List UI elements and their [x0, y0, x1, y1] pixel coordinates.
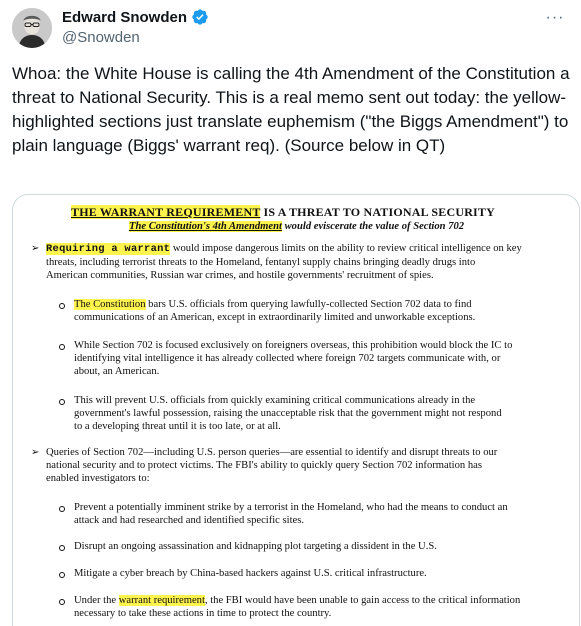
memo-sub-7 — [74, 594, 520, 620]
memo-title — [71, 206, 495, 219]
memo-s3-line1: This will prevent U.S. officials from quickly examining critical communications already in the — [74, 395, 476, 406]
tweet-media-image[interactable] — [12, 194, 580, 626]
memo-s1-line2: communications of an American, except in extraordinarily limited and unworkable exceptions. — [74, 312, 476, 323]
memo-s7-highlight: warrant requirement — [118, 595, 205, 606]
memo-sub-2 — [74, 339, 512, 378]
memo-sub-4 — [74, 501, 508, 527]
memo-p2-line2: national security and to protect victims. The FBI's ability to quickly query Section 702 information has — [46, 460, 482, 471]
avatar[interactable] — [12, 8, 52, 48]
memo-p1-highlight: Requiring a warrant — [46, 243, 171, 255]
memo-sub-3 — [74, 394, 502, 433]
memo-p2-line1: Queries of Section 702—including U.S. person queries—are essential to identify and disrupt threats to our — [46, 447, 498, 458]
verified-badge-icon — [191, 8, 209, 26]
memo-s7-post: , the FBI would have been unable to gain access to the critical information — [204, 595, 521, 606]
memo-subtitle-highlight: The Constitution's 4th Amendment — [129, 221, 282, 232]
user-handle[interactable]: @Snowden — [62, 29, 140, 46]
sub-bullet-icon — [59, 599, 65, 605]
memo-subtitle-rest: would eviscerate the value of Section 702 — [281, 221, 465, 232]
sub-bullet-icon — [59, 545, 65, 551]
arrow-bullet-icon: ➢ — [31, 243, 40, 254]
memo-s4-line1: Prevent a potentially imminent strike by a terrorist in the Homeland, who had the means to conduct an — [74, 502, 508, 513]
memo-s1-line1: bars U.S. officials from querying lawfully-collected Section 702 data to find — [145, 299, 472, 310]
memo-s7-pre: Under the — [74, 595, 119, 606]
sub-bullet-icon — [59, 344, 65, 350]
memo-sub-5 — [74, 540, 437, 553]
memo-paragraph-2 — [46, 446, 497, 485]
more-options-button[interactable] — [543, 8, 567, 28]
memo-title-rest: IS A THREAT TO NATIONAL SECURITY — [260, 205, 495, 219]
memo-subtitle — [129, 220, 464, 233]
memo-s2-line2: identifying vital intelligence it has already collected where foreign 702 targets communicate with, or — [74, 353, 501, 364]
memo-s2-line1: While Section 702 is focused exclusively on foreigners overseas, this prohibition would block the IC to — [74, 340, 513, 351]
more-options-icon: ··· — [545, 9, 565, 26]
memo-document — [13, 195, 579, 626]
sub-bullet-icon — [59, 399, 65, 405]
memo-s2-line3: about, an American. — [74, 366, 160, 377]
display-name[interactable]: Edward Snowden — [62, 8, 188, 26]
memo-sub-1 — [74, 298, 475, 324]
author-name-row[interactable] — [62, 8, 209, 26]
memo-paragraph-1 — [46, 242, 522, 282]
sub-bullet-icon — [59, 506, 65, 512]
memo-s3-line3: to a developing threat until it is too late, or at all. — [74, 421, 281, 432]
memo-title-highlight: THE WARRANT REQUIREMENT — [71, 205, 261, 219]
memo-sub-6 — [74, 567, 427, 580]
memo-p1-line1: would impose dangerous limits on the ability to review critical intelligence on key — [170, 243, 522, 254]
sub-bullet-icon — [59, 572, 65, 578]
memo-s6-line1: Mitigate a cyber breach by China-based hackers against U.S. critical infrastructure. — [74, 568, 427, 579]
tweet-text: Whoa: the White House is calling the 4th Amendment of the Constitution a threat to National Security. This is a real memo sent out today: the yellow-highlighted sections just translate euphemism ("the Biggs Amendment") to plain language (Biggs' warrant req). (Source below in QT) — [12, 64, 570, 155]
memo-p1-line3: American communities, Russian war crimes, and hostile governments' recruitment of spies. — [46, 270, 434, 281]
memo-s5-line1: Disrupt an ongoing assassination and kidnapping plot targeting a dissident in the U.S. — [74, 541, 437, 552]
arrow-bullet-icon: ➢ — [31, 447, 40, 458]
memo-s3-line2: government's lawful possession, raising the unacceptable risk that the government might not respond — [74, 408, 502, 419]
memo-s4-line2: attack and had researched and identified specific sites. — [74, 515, 305, 526]
memo-p2-line3: enabled investigators to: — [46, 473, 150, 484]
memo-s1-highlight: The Constitution — [74, 299, 146, 310]
avatar-portrait-icon — [12, 8, 52, 48]
memo-p1-line2: threats, including terrorist threats to the Homeland, fentanyl supply chains bringing deadly drugs into — [46, 257, 476, 268]
memo-s7-line2: necessary to take these actions in time to protect the country. — [74, 608, 332, 619]
sub-bullet-icon — [59, 303, 65, 309]
